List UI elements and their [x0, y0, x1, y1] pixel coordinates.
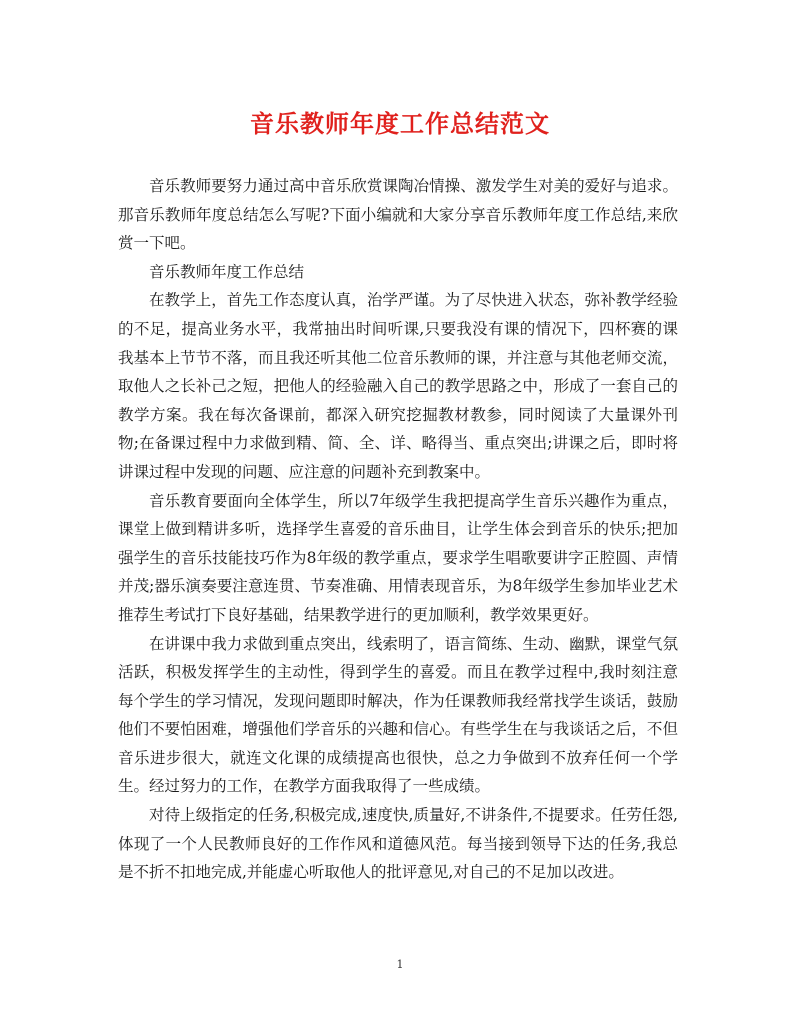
paragraph-intro: 音乐教师要努力通过高中音乐欣赏课陶冶情操、激发学生对美的爱好与追求。那音乐教师年度总结怎么写呢?下面小编就和大家分享音乐教师年度工作总结,来欣赏一下吧。 [118, 177, 678, 253]
document-body [118, 172, 678, 887]
paragraph-music-education: 音乐教育要面向全体学生，所以7年级学生我把提高学生音乐兴趣作为重点，课堂上做到精讲多听，选择学生喜爱的音乐曲目，让学生体会到音乐的快乐;把加强学生的音乐技能技巧作为8年级的教学重点，要求学生唱歌要讲字正腔圆、声情并茂;器乐演奏要注意连贯、节奏准确、用情表现音乐，为8年级学生参加毕业艺术推荐生考试打下良好基础，结果教学进行的更加顺利，教学效果更好。 [118, 491, 678, 624]
paragraph-lecture-approach: 在讲课中我力求做到重点突出，线索明了，语言简练、生动、幽默，课堂气氛活跃，积极发挥学生的主动性，得到学生的喜爱。而且在教学过程中,我时刻注意每个学生的学习情况，发现问题即时解决，作为任课教师我经常找学生谈话，鼓励他们不要怕困难，增强他们学音乐的兴趣和信心。有些学生在与我谈话之后，不但音乐进步很大，就连文化课的成绩提高也很快，总之力争做到不放弃任何一个学生。经过努力的工作，在教学方面我取得了一些成绩。 [118, 634, 678, 796]
page-number: 1 [396, 958, 404, 971]
document-title: 音乐教师年度工作总结范文 [250, 110, 550, 138]
paragraph-teaching-attitude: 在教学上，首先工作态度认真，治学严谨。为了尽快进入状态，弥补教学经验的不足，提高业务水平，我常抽出时间听课,只要我没有课的情况下，四杯赛的课我基本上节节不落，而且我还听其他二位音乐教师的课，并注意与其他老师交流，取他人之长补己之短，把他人的经验融入自己的教学思路之中，形成了一套自己的教学方案。我在每次备课前，都深入研究挖掘教材教参，同时阅读了大量课外刊物;在备课过程中力求做到精、简、全、详、略得当、重点突出;讲课之后，即时将讲课过程中发现的问题、应注意的问题补充到教案中。 [118, 291, 678, 481]
paragraph-assigned-tasks: 对待上级指定的任务,积极完成,速度快,质量好,不讲条件,不提要求。任劳任怨,体现了一个人民教师良好的工作作风和道德风范。每当接到领导下达的任务,我总是不折不扣地完成,并能虚心听取他人的批评意见,对自己的不足加以改进。 [118, 806, 678, 882]
paragraph-subheading: 音乐教师年度工作总结 [149, 262, 305, 281]
